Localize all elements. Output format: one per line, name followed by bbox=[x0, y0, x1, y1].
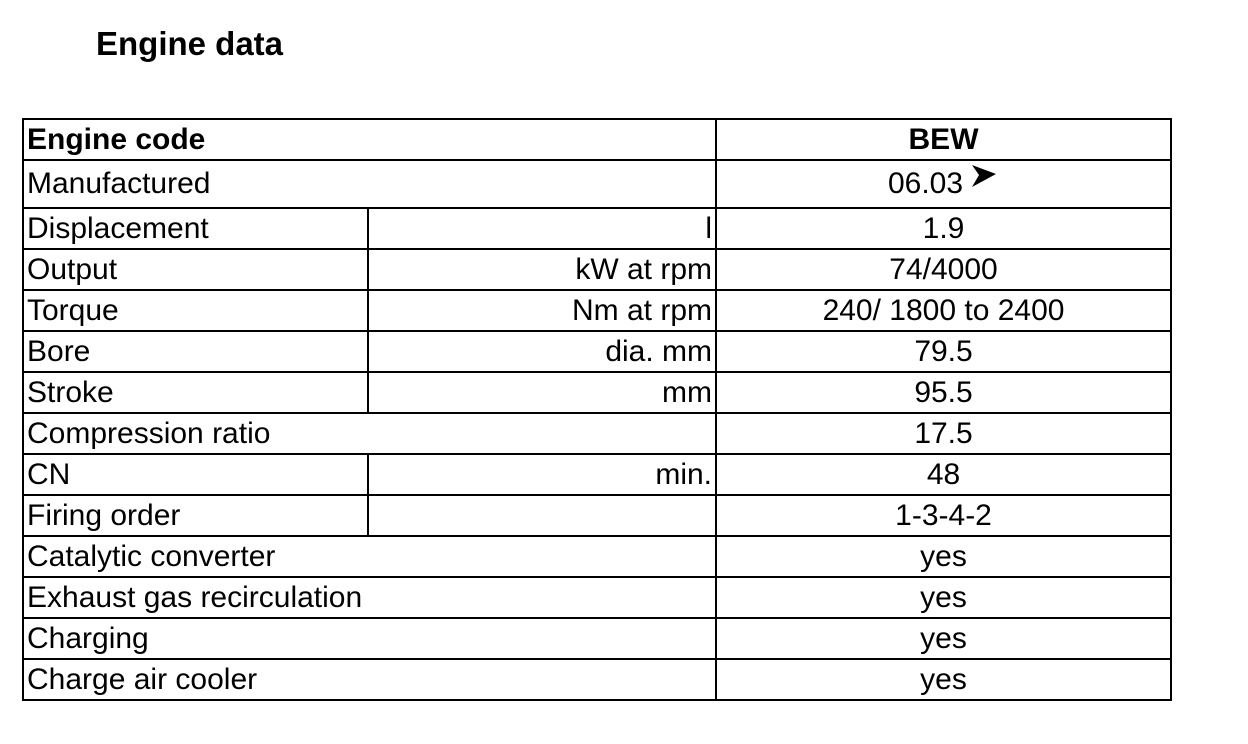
row-unit bbox=[368, 495, 716, 536]
row-label: Catalytic converter bbox=[23, 536, 716, 577]
engine-data-table bbox=[22, 118, 1172, 701]
row-unit: Nm at rpm bbox=[368, 290, 716, 331]
row-value: 48 bbox=[716, 454, 1171, 495]
manufactured-cell bbox=[716, 160, 1171, 208]
arrow-right-icon bbox=[969, 162, 999, 199]
table-row-manufactured bbox=[23, 160, 1171, 208]
row-unit: min. bbox=[368, 454, 716, 495]
table-row bbox=[23, 618, 1171, 659]
row-value: yes bbox=[716, 618, 1171, 659]
row-value: 95.5 bbox=[716, 372, 1171, 413]
manufactured-label: Manufactured bbox=[23, 160, 716, 208]
row-label: Output bbox=[23, 249, 368, 290]
table-row bbox=[23, 331, 1171, 372]
row-value: 240/ 1800 to 2400 bbox=[716, 290, 1171, 331]
table-row bbox=[23, 208, 1171, 249]
table-row bbox=[23, 454, 1171, 495]
row-label: Displacement bbox=[23, 208, 368, 249]
row-label: Charge air cooler bbox=[23, 659, 716, 700]
row-value: 79.5 bbox=[716, 331, 1171, 372]
row-label: Compression ratio bbox=[23, 413, 716, 454]
table-row bbox=[23, 413, 1171, 454]
table-row bbox=[23, 372, 1171, 413]
table-row bbox=[23, 659, 1171, 700]
row-unit: l bbox=[368, 208, 716, 249]
engine-code-value: BEW bbox=[716, 119, 1171, 160]
page-title: Engine data bbox=[96, 25, 284, 62]
row-label: Stroke bbox=[23, 372, 368, 413]
row-value: yes bbox=[716, 577, 1171, 618]
table-row bbox=[23, 290, 1171, 331]
table-header-row bbox=[23, 119, 1171, 160]
row-label: Charging bbox=[23, 618, 716, 659]
table-row bbox=[23, 249, 1171, 290]
row-value: yes bbox=[716, 536, 1171, 577]
manufactured-value: 06.03 bbox=[887, 167, 964, 200]
row-value: 1-3-4-2 bbox=[716, 495, 1171, 536]
row-label: Firing order bbox=[23, 495, 368, 536]
row-value: 1.9 bbox=[716, 208, 1171, 249]
row-unit: kW at rpm bbox=[368, 249, 716, 290]
row-label: Torque bbox=[23, 290, 368, 331]
table-row bbox=[23, 536, 1171, 577]
table-row bbox=[23, 577, 1171, 618]
row-value: 74/4000 bbox=[716, 249, 1171, 290]
row-label: Bore bbox=[23, 331, 368, 372]
row-label: Exhaust gas recirculation bbox=[23, 577, 716, 618]
row-value: yes bbox=[716, 659, 1171, 700]
engine-code-label: Engine code bbox=[23, 119, 716, 160]
row-unit: mm bbox=[368, 372, 716, 413]
row-value: 17.5 bbox=[716, 413, 1171, 454]
row-unit: dia. mm bbox=[368, 331, 716, 372]
row-label: CN bbox=[23, 454, 368, 495]
table-row bbox=[23, 495, 1171, 536]
